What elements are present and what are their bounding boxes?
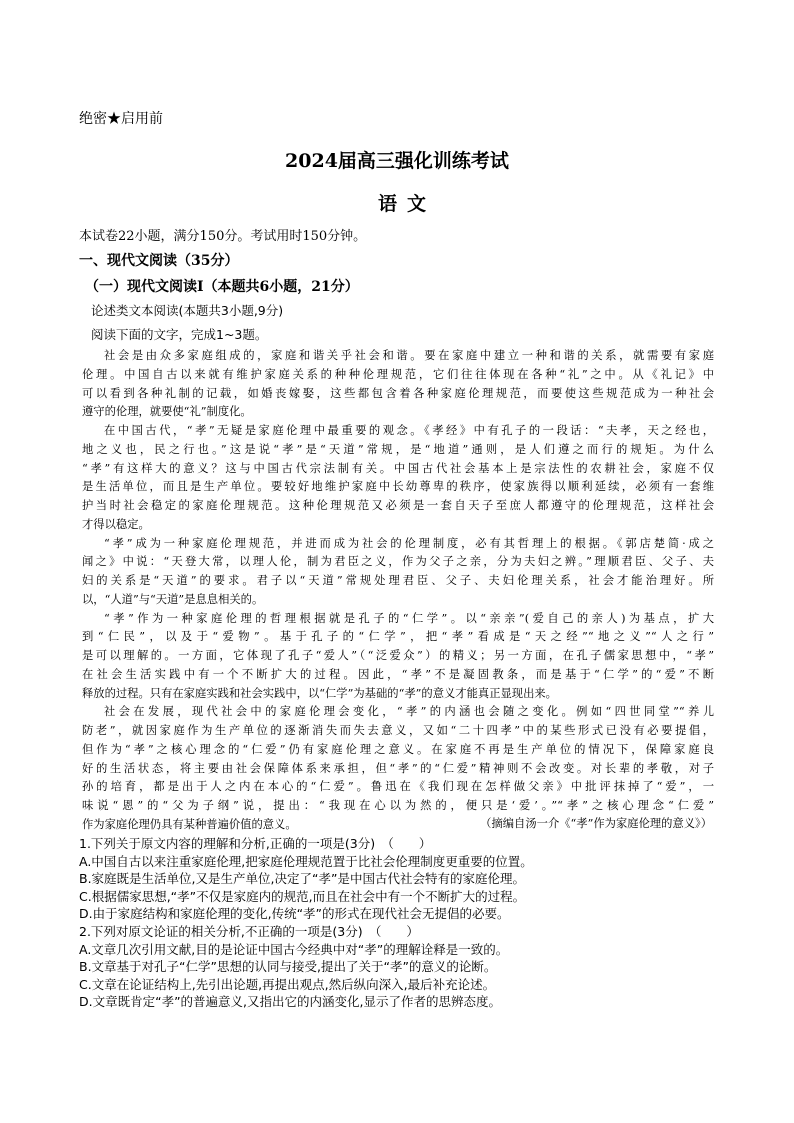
question-2-stem: 2.下列对原文论证的相关分析,不正确的一项是(3分) （ ） — [79, 923, 419, 939]
passage-line: 在中国古代，“孝”无疑是家庭伦理中最重要的观念。《孝经》中有孔子的一段话：“夫孝，天之经也， — [104, 424, 714, 437]
passage-line: 护当时社会稳定的家庭伦理规范。这种伦理规范又必须是一套自天子至庶人都遵守的伦理规范，这样社会 — [82, 499, 714, 512]
subject-title: 语文 — [377, 193, 436, 215]
passage-line: 闻之》中说：“天登大常，以理人伦，制为君臣之义，作为父子之亲，分为夫妇之辨。”理顺君臣、父子、夫 — [82, 555, 714, 569]
passage-line: 到“仁民”，以及于“爱物”。基于孔子的“仁学”，把“孝”看成是“天之经”“地之义”“人之行” — [82, 630, 714, 644]
passage-line: 在社会生活实践中有一个不断扩大的过程。因此，“孝”不是凝固教条，而是基于“仁学”的“爱”不断 — [82, 667, 714, 681]
subsection-heading: （一）现代文阅读Ⅰ（本题共6小题，21分） — [85, 279, 359, 295]
reading-instruction: 阅读下面的文字，完成1~3题。 — [91, 327, 268, 342]
passage-line: 味说“恩”的“父为子纲”说，提出：“我现在心以为然的，便只是‘爱’。”“孝”之核心理念“仁爱” — [82, 799, 714, 812]
passage-line: 可以看到各种礼制的记载，如婚丧嫁娶，这些都包含着各种家庭伦理规范，而要使这些规范成为一种社会 — [82, 386, 714, 400]
passage-line: 地之义也，民之行也。”这是说“孝”是“天道”常规，是“地道”通则，是人们遵之而行的规矩。为什么 — [82, 442, 714, 456]
passage-line: 是生活单位，而且是生产单位。要较好地维护家庭中长幼尊卑的秩序，使家族得以顺利延续，必须有一套维 — [82, 480, 714, 494]
subsection-note: 论述类文本阅读(本题共3小题,9分) — [91, 303, 284, 318]
question-1-option-c: C.根据儒家思想,“孝”不仅是家庭内的规范,而且在社会中有一个不断扩大的过程。 — [79, 888, 526, 904]
passage-line: 是可以理解的。一方面，它体现了孔子“爱人”（“泛爱众”）的精义；另一方面，在孔子儒家思想中，“孝” — [82, 649, 714, 662]
reading-passage — [82, 347, 714, 835]
passage-line: 妇的关系是“天道”的要求。君子以“天道”常规处理君臣、父子、夫妇伦理关系，社会才能治理好。所 — [82, 574, 714, 587]
passage-line: 社会是由众多家庭组成的，家庭和谐关乎社会和谐。要在家庭中建立一种和谐的关系，就需要有家庭 — [104, 349, 714, 362]
exam-title: 2024届高三强化训练考试 — [285, 150, 509, 172]
passage-line: 释放的过程。只有在家庭实践和社会实践中，以“仁学”为基础的“孝”的意义才能真正显现出来。 — [82, 686, 557, 700]
question-2-option-c: C.文章在论证结构上,先引出论题,再提出观点,然后纵向深入,最后补充论述。 — [79, 976, 496, 992]
exam-instructions: 本试卷22小题，满分150分。考试用时150分钟。 — [79, 229, 367, 244]
passage-line: 以，“人道”与“天道”是息息相关的。 — [82, 592, 264, 606]
passage-line: “孝”作为一种家庭伦理的哲理根据就是孔子的“仁学”。以“亲亲”(爱自己的亲人)为基点，扩大 — [104, 611, 714, 625]
passage-line: 但作为“孝”之核心理念的“仁爱”仍有家庭伦理之意义。在家庭不再是生产单位的情况下，保障家庭良 — [82, 742, 714, 756]
passage-line: 作为家庭伦理仍具有某种普遍价值的意义。 — [82, 817, 297, 831]
passage-source: （摘编自汤一介《“孝”作为家庭伦理的意义》） — [480, 817, 712, 830]
question-1-option-a: A.中国自古以来注重家庭伦理,把家庭伦理规范置于比社会伦理制度更重要的位置。 — [79, 853, 533, 869]
passage-line: 才得以稳定。 — [82, 517, 150, 531]
question-2-option-a: A.文章几次引用文献,目的是论证中国古今经典中对“孝”的理解诠释是一致的。 — [79, 941, 509, 957]
question-1-option-d: D.由于家庭结构和家庭伦理的变化,传统“孝”的形式在现代社会无提倡的必要。 — [79, 906, 510, 922]
question-2-option-d: D.文章既肯定“孝”的普遍意义,又指出它的内涵变化,显示了作者的思辨态度。 — [79, 994, 501, 1010]
passage-line: “孝”有这样大的意义？这与中国古代宗法制有关。中国古代社会基本上是宗法性的农耕社会，家庭不仅 — [82, 461, 714, 475]
confidential-label: 绝密★启用前 — [79, 111, 163, 127]
passage-line: 防老”，就因家庭作为生产单位的逐渐消失而失去意义，又如“二十四孝”中的某些形式已没有必要提倡， — [82, 724, 714, 737]
question-1-option-b: B.家庭既是生活单位,又是生产单位,决定了“孝”是中国古代社会特有的家庭伦理。 — [79, 871, 525, 887]
passage-line: “孝”成为一种家庭伦理规范，并进而成为社会的伦理制度，必有其哲理上的根据。《郭店楚简·成之 — [104, 536, 714, 550]
question-1-stem: 1.下列关于原文内容的理解和分析,正确的一项是(3分) （ ） — [79, 836, 432, 851]
questions-block — [79, 835, 719, 1011]
passage-line: 好的生活状态，将主要由社会保障体系来承担，但“孝”的“仁爱”精神则不会改变。对长辈的孝敬，对子 — [82, 761, 714, 775]
passage-line: 社会在发展，现代社会中的家庭伦理会变化，“孝”的内涵也会随之变化。例如“四世同堂”“养儿 — [104, 705, 714, 719]
section-heading: 一、现代文阅读（35分） — [79, 253, 239, 269]
passage-line: 遵守的伦理，就要使“礼”制度化。 — [82, 405, 252, 419]
passage-line: 孙的培育，都是出于人之内在本心的“仁爱”。鲁迅在《我们现在怎样做父亲》中批评抹掉了“爱”，一 — [82, 780, 714, 794]
question-2-option-b: B.文章基于对孔子“仁学”思想的认同与接受,提出了关于“孝”的意义的论断。 — [79, 959, 497, 975]
passage-line: 伦理。中国自古以来就有维护家庭关系的种种伦理规范，它们往往体现在各种“礼”之中。从《礼记》中 — [82, 367, 714, 381]
